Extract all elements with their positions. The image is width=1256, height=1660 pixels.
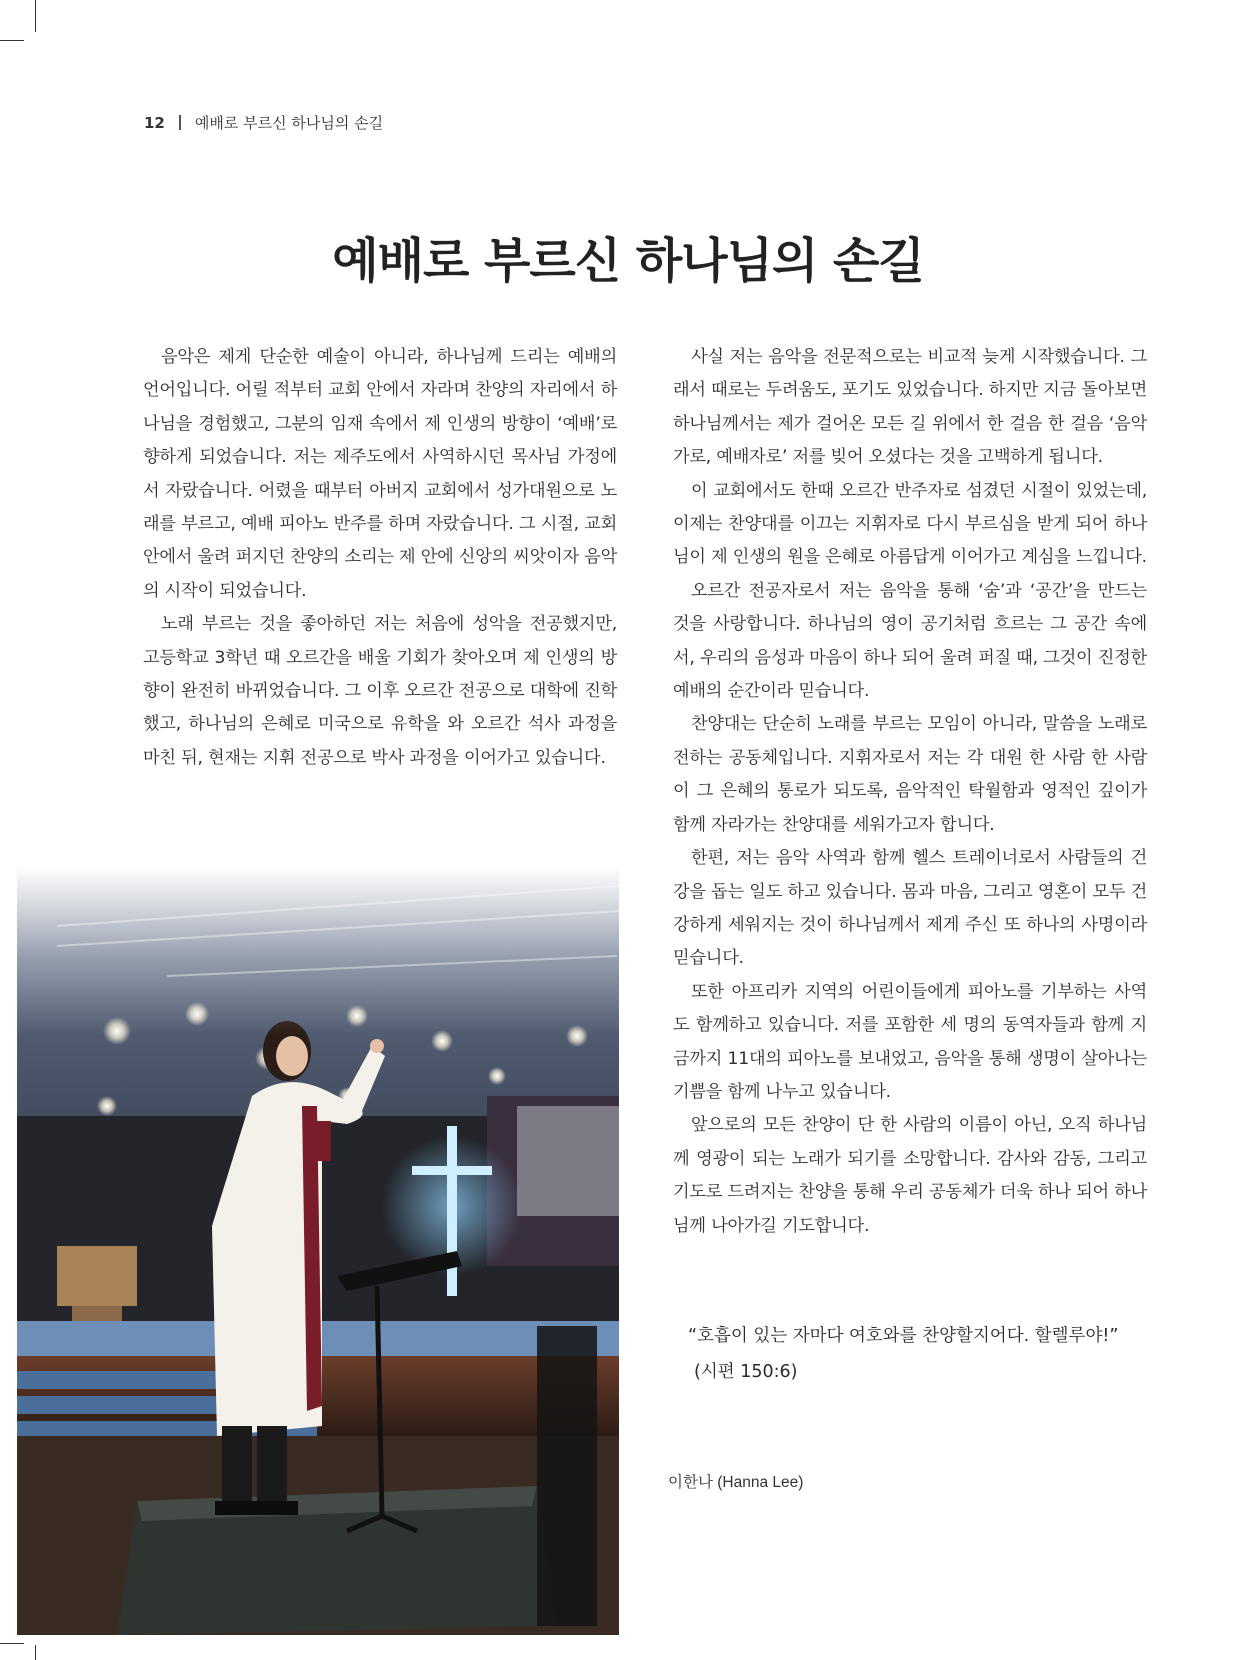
paragraph: 또한 아프리카 지역의 어린이들에게 피아노를 기부하는 사역도 함께하고 있습니다. 저를 포함한 세 명의 동역자들과 함께 지금까지 11대의 피아노를 보내었고, 음악을 통해 생명이 살아나는 기쁨을 함께 나누고 있습니다. <box>673 981 1147 1102</box>
paragraph: 음악은 제게 단순한 예술이 아니라, 하나님께 드리는 예배의 언어입니다. 어릴 적부터 교회 안에서 자라며 찬양의 자리에서 하나님을 경험했고, 그분의 임재 속에서 제 인생의 방향이 ‘예배’로 향하게 되었습니다. 저는 제주도에서 사역하시던 목사님 가정에서 자랐습니다. 어렸을 때부터 아버지 교회에서 성가대원으로 노래를 부르고, 예배 피아노 반주를 하며 자랐습니다. 그 시절, 교회 안에서 울려 퍼지던 찬양의 소리는 제 안에 신앙의 씨앗이자 음악의 시작이 되었습니다. <box>143 347 617 601</box>
author-byline: 이한나 (Hanna Lee) <box>668 1474 804 1491</box>
crop-mark-top-vertical <box>35 0 36 32</box>
header-divider <box>179 115 181 130</box>
running-header <box>144 112 383 133</box>
paragraph: 한편, 저는 음악 사역과 함께 헬스 트레이너로서 사람들의 건강을 돕는 일도 하고 있습니다. 몸과 마음, 그리고 영혼이 모두 건강하게 세워지는 것이 하나님께서 제게 주신 또 하나의 사명이라 믿습니다. <box>673 848 1147 969</box>
article-right-column <box>673 341 1147 1243</box>
crop-mark-bottom-horizontal <box>0 1643 24 1644</box>
crop-mark-top-horizontal <box>0 40 24 41</box>
article-title: 예배로 부르신 하나님의 손길 <box>332 233 924 289</box>
paragraph: 앞으로의 모든 찬양이 단 한 사람의 이름이 아닌, 오직 하나님께 영광이 되는 노래가 되기를 소망합니다. 감사와 감동, 그리고 기도로 드려지는 찬양을 통해 우리 공동체가 더욱 하나 되어 하나님께 나아가길 기도합니다. <box>673 1115 1147 1236</box>
paragraph: 이 교회에서도 한때 오르간 반주자로 섬겼던 시절이 있었는데, 이제는 찬양대를 이끄는 지휘자로 다시 부르심을 받게 되어 하나님이 제 인생의 원을 은혜로 아름답게 이어가고 계심을 느낍니다. <box>673 480 1147 568</box>
crop-mark-bottom-vertical <box>35 1645 36 1660</box>
quote-text: “호흡이 있는 자마다 여호와를 찬양할지어다. 할렐루야!” <box>688 1326 1119 1346</box>
quote-reference: (시편 150:6) <box>694 1362 798 1382</box>
article-left-column <box>143 341 617 775</box>
paragraph: 오르간 전공자로서 저는 음악을 통해 ‘숨’과 ‘공간’을 만드는 것을 사랑합니다. 하나님의 영이 공기처럼 흐르는 그 공간 속에서, 우리의 음성과 마음이 하나 되어 울려 퍼질 때, 그것이 진정한 예배의 순간이라 믿습니다. <box>673 580 1147 702</box>
header-section-title: 예배로 부르신 하나님의 손길 <box>194 114 384 132</box>
paragraph: 찬양대는 단순히 노래를 부르는 모임이 아니라, 말씀을 노래로 전하는 공동체입니다. 지휘자로서 저는 각 대원 한 사람 한 사람이 그 은혜의 통로가 되도록, 음악적인 탁월함과 영적인 깊이가 함께 자라가는 찬양대를 세워가고자 합니다. <box>673 714 1147 835</box>
paragraph: 노래 부르는 것을 좋아하던 저는 처음에 성악을 전공했지만, 고등학교 3학년 때 오르간을 배울 기회가 찾아오며 제 인생의 방향이 완전히 바뀌었습니다. 그 이후 오르간 전공으로 대학에 진학했고, 하나님의 은혜로 미국으로 유학을 와 오르간 석사 과정을 마친 뒤, 현재는 지휘 전공으로 박사 과정을 이어가고 있습니다. <box>143 614 617 768</box>
scripture-quote <box>688 1318 1158 1390</box>
page-number: 12 <box>144 113 165 132</box>
paragraph: 사실 저는 음악을 전문적으로는 비교적 늦게 시작했습니다. 그래서 때로는 두려움도, 포기도 있었습니다. 하지만 지금 돌아보면 하나님께서는 제가 걸어온 모든 길 위에서 한 걸음 한 걸음 ‘음악가로, 예배자로’ 저를 빚어 오셨다는 것을 고백하게 됩니다. <box>673 347 1147 468</box>
conductor-photo <box>17 866 619 1635</box>
